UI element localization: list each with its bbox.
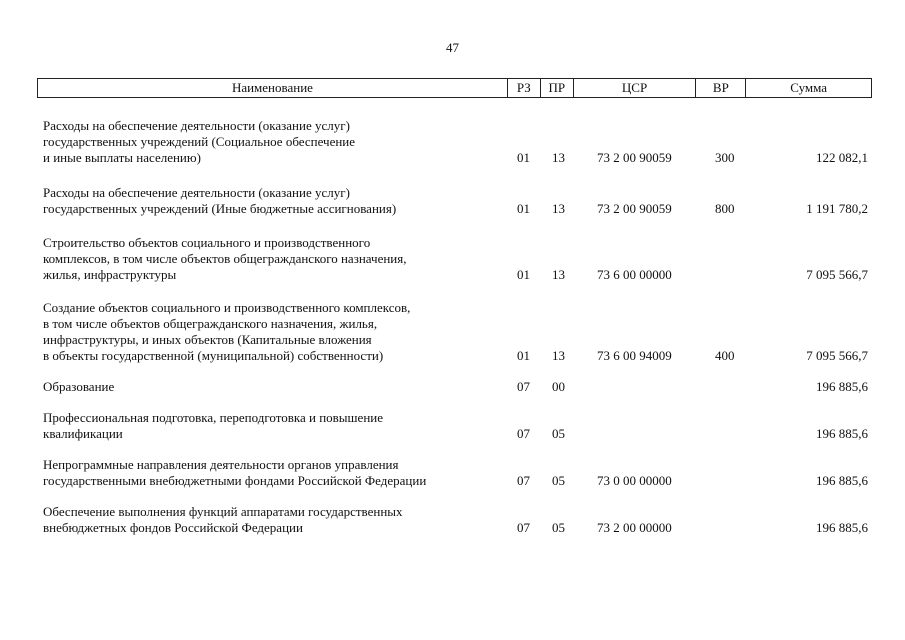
- row-vr: 300: [715, 150, 735, 165]
- row-sum: 1 191 780,2: [806, 201, 868, 216]
- header-rz: РЗ: [508, 79, 541, 97]
- row-pr: 13: [552, 201, 565, 216]
- header-csr: ЦСР: [574, 79, 697, 97]
- row-vr: 800: [715, 201, 735, 216]
- header-vr: ВР: [696, 79, 746, 97]
- row-sum: 196 885,6: [816, 379, 868, 394]
- row-pr: 13: [552, 267, 565, 282]
- row-csr: 73 2 00 90059: [597, 150, 672, 165]
- row-name: Непрограммные направления деятельности органов управления государственными внебюджетными фондами Российской Федерации: [43, 457, 427, 488]
- row-csr: 73 2 00 00000: [597, 520, 672, 535]
- row-rz: 07: [517, 473, 530, 488]
- row-rz: 01: [517, 150, 530, 165]
- row-sum: 196 885,6: [816, 426, 868, 441]
- row-rz: 01: [517, 348, 530, 363]
- header-pr: ПР: [541, 79, 574, 97]
- table-row: [37, 185, 872, 217]
- row-pr: 05: [552, 520, 565, 535]
- row-vr: 400: [715, 348, 735, 363]
- row-csr: 73 2 00 90059: [597, 201, 672, 216]
- table-row: [37, 300, 872, 364]
- row-pr: 00: [552, 379, 565, 394]
- table-header: [37, 78, 872, 98]
- row-sum: 196 885,6: [816, 473, 868, 488]
- row-csr: 73 6 00 94009: [597, 348, 672, 363]
- row-rz: 07: [517, 426, 530, 441]
- row-csr: 73 0 00 00000: [597, 473, 672, 488]
- row-pr: 13: [552, 348, 565, 363]
- row-name: Профессиональная подготовка, переподготовка и повышение квалификации: [43, 410, 384, 441]
- row-name: Образование: [43, 379, 115, 394]
- table-row: [37, 379, 872, 395]
- header-sum: Сумма: [790, 80, 828, 95]
- row-rz: 07: [517, 379, 530, 394]
- row-rz: 01: [517, 267, 530, 282]
- row-rz: 01: [517, 201, 530, 216]
- table-row: [37, 504, 872, 536]
- table-row: [37, 118, 872, 166]
- table-row: [37, 457, 872, 489]
- row-name: Обеспечение выполнения функций аппаратами государственных внебюджетных фондов Российской Федерации: [43, 504, 403, 535]
- row-sum: 7 095 566,7: [806, 267, 868, 282]
- row-pr: 13: [552, 150, 565, 165]
- row-name: Расходы на обеспечение деятельности (оказание услуг) государственных учреждений (Иные бюджетные ассигнования): [43, 185, 397, 216]
- page-number: 47: [446, 40, 459, 55]
- row-name: Создание объектов социального и производственного комплексов, в том числе объектов общегражданского назначения, жилья, инфраструктуры, и иных объектов (Капитальные вложения в объекты государственной (муниципальной) собственности): [43, 300, 411, 363]
- row-pr: 05: [552, 473, 565, 488]
- row-sum: 196 885,6: [816, 520, 868, 535]
- row-sum: 7 095 566,7: [806, 348, 868, 363]
- row-csr: 73 6 00 00000: [597, 267, 672, 282]
- table-row: [37, 410, 872, 442]
- row-rz: 07: [517, 520, 530, 535]
- table-row: [37, 235, 872, 283]
- row-pr: 05: [552, 426, 565, 441]
- row-sum: 122 082,1: [816, 150, 868, 165]
- header-name: Наименование: [38, 79, 508, 97]
- row-name: Расходы на обеспечение деятельности (оказание услуг) государственных учреждений (Социальное обеспечение и иные выплаты населению): [43, 118, 356, 165]
- row-name: Строительство объектов социального и производственного комплексов, в том числе объектов общегражданского назначения, жилья, инфраструктуры: [43, 235, 407, 282]
